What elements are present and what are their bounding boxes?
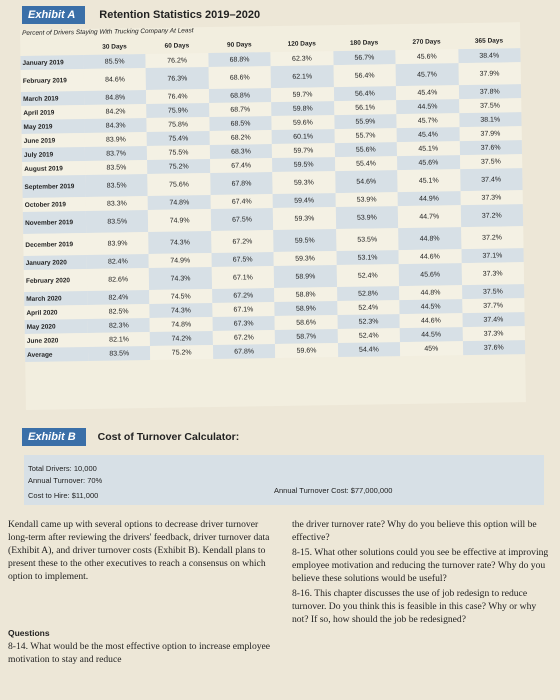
table-cell: 45.6% [397,155,460,170]
row-label: November 2019 [23,211,86,234]
table-cell: 62.1% [271,65,334,88]
table-cell: 44.6% [400,313,463,328]
table-cell: 55.4% [335,156,398,171]
table-cell: 55.9% [334,114,397,129]
table-cell: 83.5% [88,346,151,361]
table-cell: 54.6% [335,170,398,193]
table-cell: 59.3% [273,207,336,230]
table-cell: 52.8% [337,286,400,301]
table-cell: 45.6% [395,49,458,64]
table-cell: 67.8% [213,344,276,359]
row-label: October 2019 [23,197,86,212]
table-cell: 68.8% [208,52,271,67]
table-cell: 52.4% [337,300,400,315]
retention-table-container [20,22,526,410]
table-cell: 74.3% [149,267,212,290]
table-cell: 59.7% [271,87,334,102]
table-cell: 59.3% [274,251,337,266]
table-cell: 37.7% [462,298,525,313]
row-label: March 2019 [21,91,84,106]
table-cell: 84.6% [84,68,147,91]
row-label: March 2020 [24,291,87,306]
question-8-14-continued: the driver turnover rate? Why do you believe this option will be effective? [292,519,537,543]
table-cell: 53.9% [335,206,398,229]
table-cell: 75.9% [147,103,210,118]
table-cell: 45.4% [397,127,460,142]
table-cell: 37.8% [458,84,521,99]
exhibit-a-title: Retention Statistics 2019–2020 [99,9,261,21]
row-label: May 2019 [21,119,84,134]
table-cell: 37.3% [462,326,525,341]
table-cell: 76.2% [146,53,209,68]
row-label: September 2019 [22,175,85,198]
table-cell: 56.1% [334,100,397,115]
table-cell: 67.3% [212,316,275,331]
table-cell: 74.3% [149,231,212,254]
table-cell: 68.6% [208,66,271,89]
table-cell: 74.9% [148,209,211,232]
table-cell: 56.7% [333,50,396,65]
table-cell: 75.2% [150,345,213,360]
table-cell: 37.9% [458,62,521,85]
table-cell: 84.2% [84,104,147,119]
exhibit-a-header [22,6,260,24]
table-cell: 67.2% [212,288,275,303]
table-cell: 56.4% [333,64,396,87]
table-cell: 37.1% [461,248,524,263]
column-header: 270 Days [412,37,441,46]
table-cell: 58.6% [275,315,338,330]
turnover-calculator [24,455,544,505]
table-cell: 68.5% [209,116,272,131]
table-cell: 45.6% [399,263,462,286]
row-label: December 2019 [23,233,86,256]
table-cell: 37.2% [460,204,523,227]
table-cell: 67.5% [211,208,274,231]
table-cell: 82.6% [87,268,150,291]
table-cell: 37.9% [459,126,522,141]
table-cell: 68.8% [209,88,272,103]
exhibit-a-tag: Exhibit A [22,6,85,24]
column-header: 90 Days [226,40,252,49]
annual-turnover: Annual Turnover: 70% [28,476,103,485]
table-cell: 59.6% [272,115,335,130]
table-cell: 67.1% [212,266,275,289]
row-label: January 2019 [20,55,83,70]
table-cell: 58.7% [275,329,338,344]
table-cell: 67.5% [211,252,274,267]
case-paragraph: Kendall came up with several options to decrease driver turnover long-term after reviewing the drivers' feedback, driver turnover data (Exhibit A), and driver turnover costs (Exhibit B). Kendall plans to present these to the other executives to reach a consensus on which option to implement. [8,519,270,582]
table-cell: 37.6% [462,340,525,355]
row-label: May 2020 [25,319,88,334]
questions-right-column [292,518,550,628]
table-cell: 82.4% [87,290,150,305]
table-cell: 68.2% [209,130,272,145]
table-cell: 75.6% [148,173,211,196]
table-cell: 58.9% [275,301,338,316]
table-cell: 67.1% [212,302,275,317]
table-cell: 37.6% [459,140,522,155]
table-cell: 44.7% [398,205,461,228]
retention-table [20,32,525,362]
table-cell: 45.1% [397,169,460,192]
table-cell: 44.8% [399,285,462,300]
column-header: 30 Days [102,42,127,51]
column-header: 120 Days [287,39,316,48]
table-cell: 54.4% [338,342,401,357]
table-cell: 84.3% [84,118,147,133]
table-cell: 59.7% [272,143,335,158]
table-cell: 52.4% [337,328,400,343]
column-header: 365 Days [474,36,504,45]
table-cell: 75.4% [147,131,210,146]
table-cell: 82.5% [87,304,150,319]
table-cell: 53.9% [335,192,398,207]
table-cell: 85.5% [83,54,146,69]
table-cell: 59.8% [271,101,334,116]
table-cell: 37.3% [461,262,524,285]
table-cell: 45.4% [396,85,459,100]
table-cell: 59.5% [273,229,336,252]
table-cell: 52.4% [336,264,399,287]
table-cell: 76.3% [146,67,209,90]
table-cell: 74.8% [150,317,213,332]
table-cell: 59.6% [275,343,338,358]
table-cell: 76.4% [146,89,209,104]
cost-to-hire: Cost to Hire: $11,000 [28,491,99,500]
table-cell: 52.3% [337,314,400,329]
annual-turnover-cost: Annual Turnover Cost: $77,000,000 [274,486,393,495]
table-cell: 53.5% [336,228,399,251]
table-cell: 83.9% [85,132,148,147]
table-cell: 37.4% [460,168,523,191]
table-cell: 45.1% [397,141,460,156]
table-cell: 37.2% [461,226,524,249]
table-cell: 67.4% [210,158,273,173]
table-cell: 68.3% [210,144,273,159]
table-cell: 67.2% [213,330,276,345]
table-cell: 56.4% [334,86,397,101]
exhibit-b-title: Cost of Turnover Calculator: [97,431,240,443]
table-cell: 44.9% [398,191,461,206]
table-cell: 44.5% [399,299,462,314]
row-label: February 2019 [21,69,84,92]
table-cell: 55.7% [334,128,397,143]
table-cell: 60.1% [272,129,335,144]
exhibit-b-header [22,428,239,446]
table-cell: 74.5% [150,289,213,304]
table-cell: 59.5% [272,157,335,172]
table-cell: 75.2% [147,159,210,174]
table-cell: 74.8% [148,195,211,210]
table-cell: 37.4% [462,312,525,327]
row-label: April 2019 [21,105,84,120]
table-cell: 53.1% [336,250,399,265]
question-8-15: 8-15. What other solutions could you see be effective at improving employee motivation and reducing the turnover rate? Why do you believe these solutions would be useful? [292,547,549,584]
table-cell: 62.3% [271,51,334,66]
table-cell: 83.9% [86,232,149,255]
column-header: 180 Days [349,38,379,47]
table-cell: 44.5% [396,99,459,114]
table-cell: 37.5% [459,98,522,113]
table-cell: 45% [400,341,463,356]
table-cell: 68.7% [209,102,272,117]
table-cell: 59.3% [273,171,336,194]
table-cell: 37.5% [462,284,525,299]
table-superheader: Percent of Drivers Staying With Trucking Company At Least [21,27,194,37]
row-label: July 2019 [22,147,85,162]
row-label: Average [25,347,88,362]
questions-heading: Questions [8,628,50,638]
row-label: June 2019 [22,133,85,148]
table-cell: 84.8% [84,90,147,105]
question-8-14: 8-14. What would be the most effective option to increase employee motivation to stay and reduce [8,641,271,665]
table-cell: 44.6% [399,249,462,264]
table-cell: 55.6% [334,142,397,157]
table-cell: 58.9% [274,265,337,288]
table-cell: 83.5% [85,174,148,197]
table-cell: 37.3% [460,190,523,205]
table-cell: 45.7% [396,113,459,128]
table-cell: 74.9% [149,253,212,268]
table-cell: 67.4% [210,194,273,209]
table-cell: 38.4% [458,48,521,63]
row-label: August 2019 [22,161,85,176]
table-cell: 74.3% [150,303,213,318]
table-cell: 74.2% [150,331,213,346]
table-cell: 75.5% [147,145,210,160]
question-8-16: 8-16. This chapter discusses the use of job redesign to reduce turnover. Do you think this is feasible in this case? Why or why not? If so, how should the job be redesigned? [292,588,537,625]
table-cell: 83.5% [85,160,148,175]
row-label: June 2020 [25,333,88,348]
table-cell: 38.1% [459,112,522,127]
row-label: January 2020 [24,255,87,270]
table-cell: 58.8% [274,287,337,302]
table-cell: 75.8% [147,117,210,132]
row-label: April 2020 [24,305,87,320]
table-cell: 44.8% [398,227,461,250]
row-label: February 2020 [24,269,87,292]
table-cell: 83.5% [86,210,149,233]
table-cell: 37.5% [460,154,523,169]
column-header: 60 Days [164,41,190,50]
table-cell: 67.2% [211,230,274,253]
table-cell: 82.3% [88,318,151,333]
table-cell: 82.4% [87,254,150,269]
table-cell: 83.3% [86,196,149,211]
table-cell: 82.1% [88,332,151,347]
total-drivers: Total Drivers: 10,000 [28,464,97,473]
table-cell: 45.7% [396,63,459,86]
table-cell: 44.5% [400,327,463,342]
table-cell: 59.4% [273,193,336,208]
table-cell: 83.7% [85,146,148,161]
exhibit-b-tag: Exhibit B [22,428,86,446]
header-blank [20,39,83,56]
table-cell: 67.8% [210,172,273,195]
